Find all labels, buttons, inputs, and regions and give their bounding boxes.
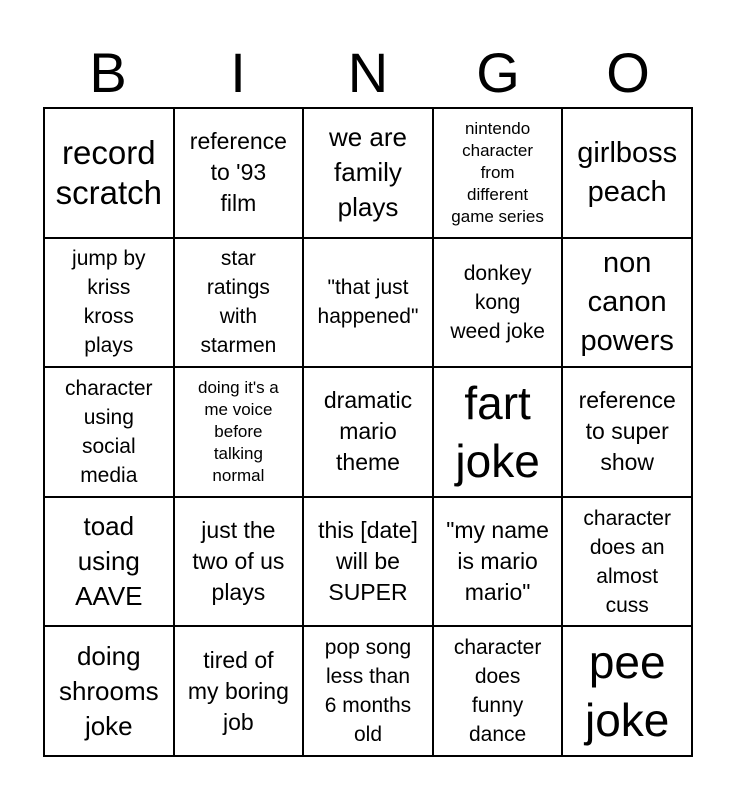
bingo-cell-r5c3[interactable]: [303, 626, 433, 756]
bingo-grid: [43, 107, 693, 757]
cell-text: character does an almost cuss: [583, 506, 671, 617]
cell-text: jump by kriss kross plays: [72, 247, 146, 358]
bingo-cell-r1c1[interactable]: [44, 108, 174, 238]
cell-text: fart joke: [455, 376, 540, 487]
cell-text: dramatic mario theme: [323, 387, 413, 476]
cell-text: star ratings with starmen: [200, 247, 277, 358]
cell-text: donkey kong weed joke: [450, 261, 545, 343]
bingo-cell-r1c3[interactable]: [303, 108, 433, 238]
cell-text: character using social media: [65, 376, 153, 487]
header-letter-g: G: [476, 41, 520, 104]
cell-text: reference to super show: [578, 387, 676, 476]
bingo-cell-r3c2[interactable]: [174, 367, 304, 497]
cell-text: we are family plays: [328, 122, 408, 223]
bingo-cell-r5c4[interactable]: [433, 626, 563, 756]
bingo-cell-r2c1[interactable]: [44, 238, 174, 368]
cell-text: record scratch: [55, 133, 162, 211]
header-letter-n: N: [347, 41, 389, 104]
header-letter-b: B: [89, 41, 127, 104]
cell-text: reference to '93 film: [189, 128, 287, 217]
header-letter-i: I: [230, 41, 246, 104]
cell-text: tired of my boring job: [187, 646, 289, 735]
bingo-cell-r4c2[interactable]: [174, 497, 304, 627]
cell-text: pee joke: [585, 636, 670, 747]
bingo-cell-r2c5[interactable]: [562, 238, 692, 368]
cell-text: toad using AAVE: [75, 511, 143, 612]
bingo-header: [43, 40, 693, 106]
cell-text: "that just happened": [317, 276, 419, 329]
bingo-cell-r5c5[interactable]: [562, 626, 692, 756]
bingo-cell-r5c2[interactable]: [174, 626, 304, 756]
cell-text: pop song less than 6 months old: [324, 636, 412, 747]
bingo-cell-r1c5[interactable]: [562, 108, 692, 238]
bingo-cell-r2c3[interactable]: [303, 238, 433, 368]
bingo-cell-r3c4[interactable]: [433, 367, 563, 497]
cell-text: girlboss peach: [577, 136, 678, 208]
bingo-cell-r4c4[interactable]: [433, 497, 563, 627]
bingo-cell-r2c2[interactable]: [174, 238, 304, 368]
bingo-cell-r1c2[interactable]: [174, 108, 304, 238]
bingo-cell-r4c5[interactable]: [562, 497, 692, 627]
bingo-cell-r2c4[interactable]: [433, 238, 563, 368]
bingo-cell-r1c4[interactable]: [433, 108, 563, 238]
bingo-cell-r3c3[interactable]: [303, 367, 433, 497]
cell-text: doing shrooms joke: [58, 640, 159, 741]
bingo-cell-r4c1[interactable]: [44, 497, 174, 627]
cell-text: "my name is mario mario": [446, 517, 549, 606]
bingo-cell-r3c5[interactable]: [562, 367, 692, 497]
bingo-cell-r5c1[interactable]: [44, 626, 174, 756]
cell-text: character does funny dance: [453, 636, 542, 747]
cell-text: doing it's a me voice before talking normal: [198, 377, 279, 485]
header-letter-o: O: [606, 41, 650, 104]
bingo-cell-r3c1[interactable]: [44, 367, 174, 497]
cell-text: just the two of us plays: [192, 517, 285, 606]
cell-text: this [date] will be SUPER: [318, 517, 418, 606]
cell-text: nintendo character from different game series: [451, 118, 544, 226]
bingo-cell-r4c3[interactable]: [303, 497, 433, 627]
cell-text: non canon powers: [580, 246, 674, 357]
